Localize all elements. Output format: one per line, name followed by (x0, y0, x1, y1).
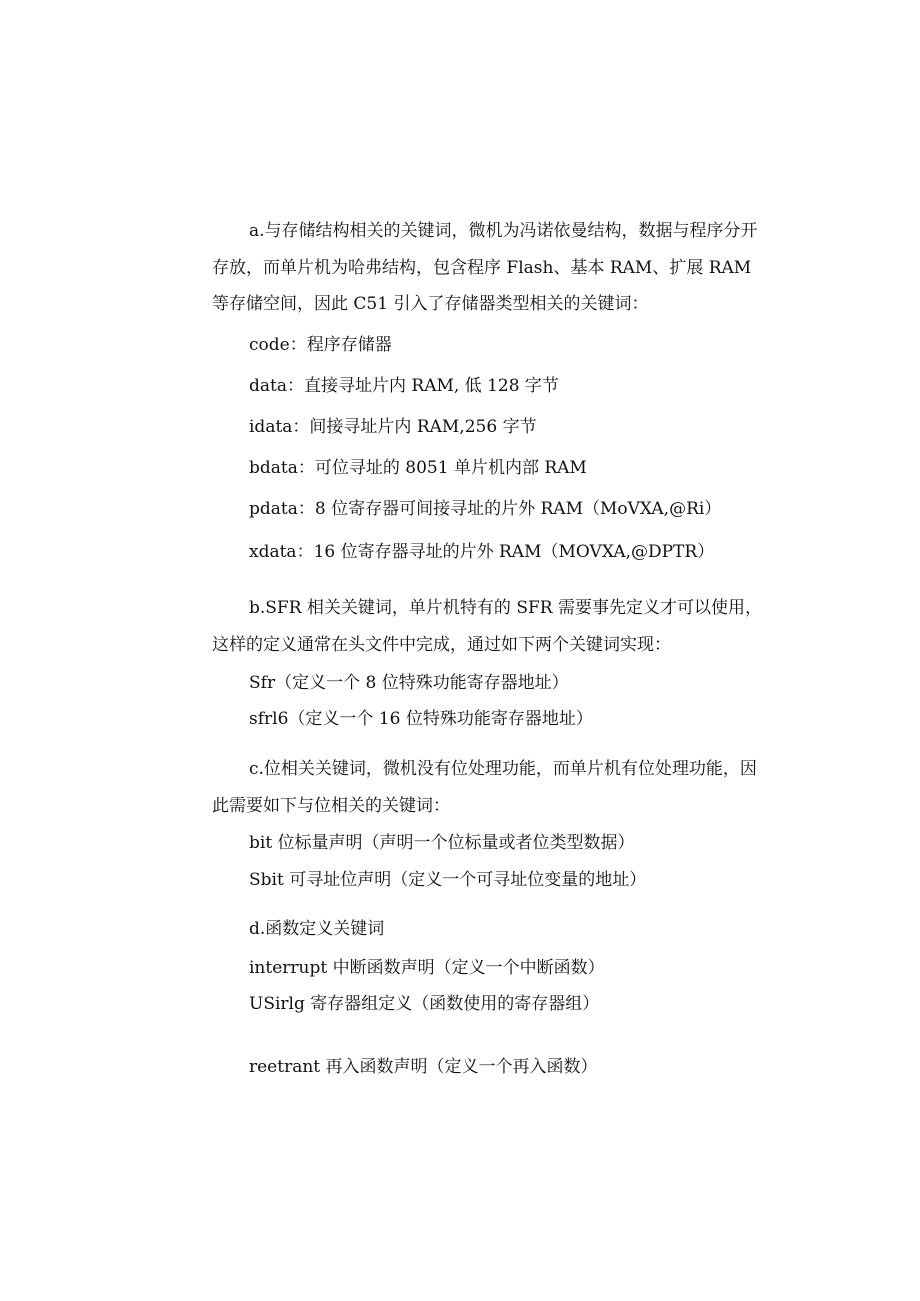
keyword-using: USirlg 寄存器组定义（函数使用的寄存器组） (249, 994, 600, 1014)
keyword-xdata: xdata：16 位寄存器寻址的片外 RAM（MOVXA,@DPTR） (249, 542, 715, 562)
section-c-line-2: 此需要如下与位相关的关键词： (212, 796, 450, 816)
section-d-line-1: d.函数定义关键词 (249, 919, 385, 939)
keyword-interrupt: interrupt 中断函数声明（定义一个中断函数） (249, 958, 605, 978)
keyword-bit: bit 位标量声明（声明一个位标量或者位类型数据） (249, 833, 635, 853)
keyword-reentrant: reetrant 再入函数声明（定义一个再入函数） (249, 1057, 598, 1077)
section-a-line-2: 存放，而单片机为哈弗结构，包含程序 Flash、基本 RAM、扩展 RAM (212, 258, 752, 278)
keyword-data: data：直接寻址片内 RAM, 低 128 字节 (249, 376, 559, 396)
section-a-line-3: 等存储空间，因此 C51 引入了存储器类型相关的关键词： (212, 294, 649, 314)
keyword-idata: idata：间接寻址片内 RAM,256 字节 (249, 417, 537, 437)
section-b-line-2: 这样的定义通常在头文件中完成，通过如下两个关键词实现： (212, 635, 671, 655)
section-b-line-1: b.SFR 相关关键词，单片机特有的 SFR 需要事先定义才可以使用， (249, 598, 762, 618)
keyword-sbit: Sbit 可寻址位声明（定义一个可寻址位变量的地址） (249, 870, 647, 890)
section-a-line-1: a.与存储结构相关的关键词，微机为冯诺依曼结构，数据与程序分开 (249, 221, 758, 241)
keyword-sfr: Sfr（定义一个 8 位特殊功能寄存器地址） (249, 673, 569, 693)
keyword-sfr16: sfrl6（定义一个 16 位特殊功能寄存器地址） (249, 709, 593, 729)
keyword-pdata: pdata：8 位寄存器可间接寻址的片外 RAM（MoVXA,@Ri） (249, 499, 722, 519)
keyword-bdata: bdata：可位寻址的 8051 单片机内部 RAM (249, 458, 587, 478)
section-c-line-1: c.位相关关键词，微机没有位处理功能，而单片机有位处理功能，因 (249, 759, 757, 779)
keyword-code: code：程序存储器 (249, 335, 392, 355)
